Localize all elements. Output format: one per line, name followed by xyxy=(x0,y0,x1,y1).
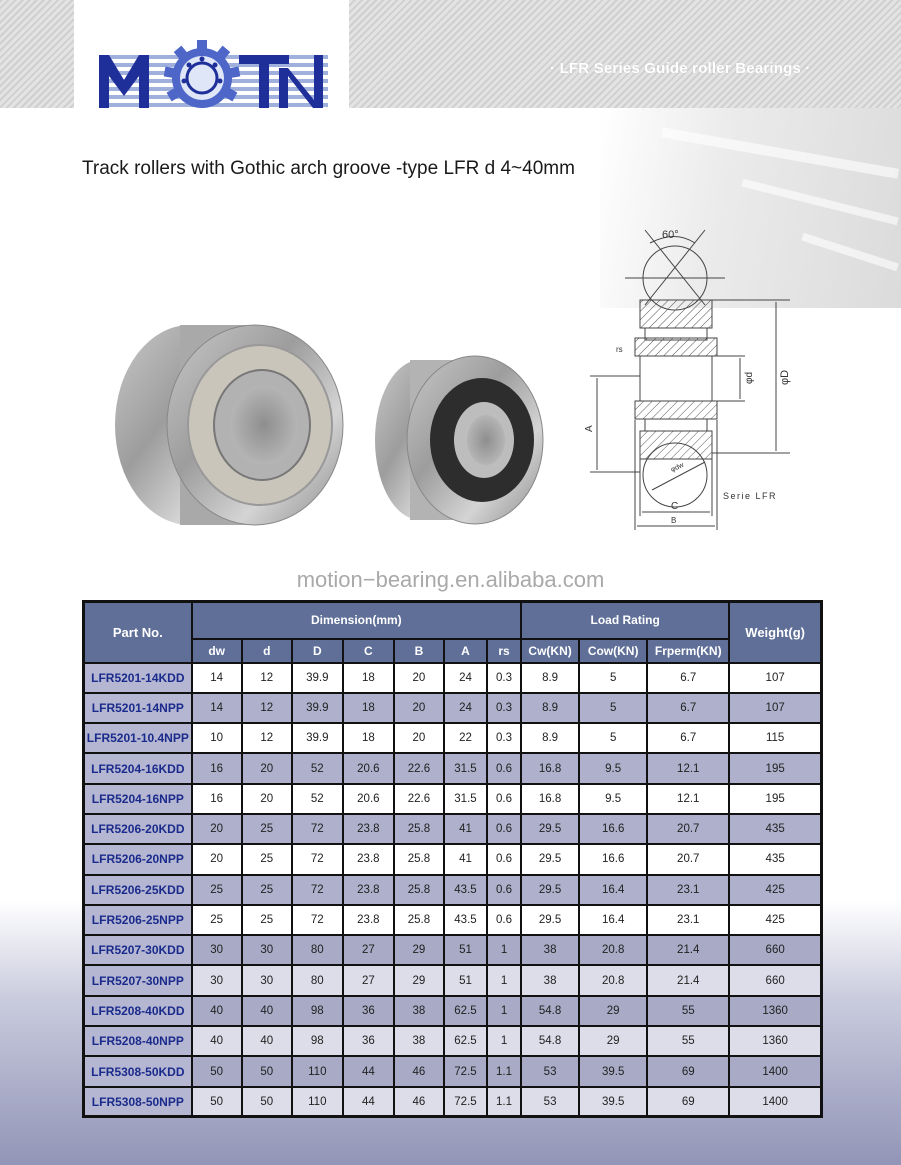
value-cell: 39.5 xyxy=(579,1056,647,1086)
value-cell: 21.4 xyxy=(647,935,729,965)
value-cell: 31.5 xyxy=(444,753,487,783)
subheader-cell: dw xyxy=(192,639,242,663)
part-number-cell: LFR5201-14NPP xyxy=(84,693,192,723)
value-cell: 54.8 xyxy=(521,1026,579,1056)
weight-cell: 1360 xyxy=(729,1026,821,1056)
value-cell: 25.8 xyxy=(394,905,444,935)
value-cell: 62.5 xyxy=(444,996,487,1026)
bearing-cross-section-diagram xyxy=(580,210,810,540)
value-cell: 39.9 xyxy=(292,693,343,723)
value-cell: 16 xyxy=(192,753,242,783)
value-cell: 40 xyxy=(192,996,242,1026)
value-cell: 12 xyxy=(242,663,292,693)
value-cell: 23.8 xyxy=(343,875,394,905)
value-cell: 14 xyxy=(192,693,242,723)
value-cell: 39.5 xyxy=(579,1087,647,1117)
value-cell: 46 xyxy=(394,1056,444,1086)
table-row xyxy=(84,1087,822,1117)
table-row xyxy=(84,935,822,965)
value-cell: 23.8 xyxy=(343,905,394,935)
d-label: φd xyxy=(744,371,755,384)
table-row xyxy=(84,723,822,753)
value-cell: 80 xyxy=(292,965,343,995)
value-cell: 1 xyxy=(487,1026,521,1056)
weight-cell: 660 xyxy=(729,935,821,965)
A-label: A xyxy=(584,425,595,432)
value-cell: 30 xyxy=(192,935,242,965)
value-cell: 0.6 xyxy=(487,844,521,874)
value-cell: 110 xyxy=(292,1087,343,1117)
value-cell: 20 xyxy=(192,814,242,844)
table-row xyxy=(84,753,822,783)
value-cell: 30 xyxy=(242,965,292,995)
part-number-cell: LFR5207-30KDD xyxy=(84,935,192,965)
part-number-cell: LFR5207-30NPP xyxy=(84,965,192,995)
value-cell: 72 xyxy=(292,905,343,935)
value-cell: 30 xyxy=(242,935,292,965)
value-cell: 5 xyxy=(579,663,647,693)
weight-cell: 107 xyxy=(729,693,821,723)
value-cell: 20.7 xyxy=(647,814,729,844)
value-cell: 23.1 xyxy=(647,905,729,935)
value-cell: 29.5 xyxy=(521,844,579,874)
value-cell: 44 xyxy=(343,1087,394,1117)
value-cell: 20 xyxy=(394,663,444,693)
weight-cell: 425 xyxy=(729,875,821,905)
table-row xyxy=(84,663,822,693)
value-cell: 12.1 xyxy=(647,753,729,783)
weight-cell: 1400 xyxy=(729,1087,821,1117)
value-cell: 27 xyxy=(343,965,394,995)
value-cell: 36 xyxy=(343,1026,394,1056)
subheader-cell: Cow(KN) xyxy=(579,639,647,663)
value-cell: 69 xyxy=(647,1056,729,1086)
header-weight: Weight(g) xyxy=(729,602,821,663)
value-cell: 62.5 xyxy=(444,1026,487,1056)
part-number-cell: LFR5204-16KDD xyxy=(84,753,192,783)
value-cell: 1.1 xyxy=(487,1087,521,1117)
value-cell: 16.8 xyxy=(521,753,579,783)
value-cell: 29.5 xyxy=(521,875,579,905)
value-cell: 9.5 xyxy=(579,784,647,814)
weight-cell: 195 xyxy=(729,753,821,783)
table-row xyxy=(84,965,822,995)
value-cell: 43.5 xyxy=(444,905,487,935)
table-row xyxy=(84,784,822,814)
subheader-cell: D xyxy=(292,639,343,663)
rs-label: rs xyxy=(616,345,623,354)
C-label: C xyxy=(671,501,679,512)
value-cell: 25 xyxy=(192,905,242,935)
value-cell: 20 xyxy=(192,844,242,874)
value-cell: 41 xyxy=(444,844,487,874)
table-row xyxy=(84,875,822,905)
value-cell: 22.6 xyxy=(394,753,444,783)
part-number-cell: LFR5201-10.4NPP xyxy=(84,723,192,753)
subheader-cell: A xyxy=(444,639,487,663)
table-row xyxy=(84,905,822,935)
value-cell: 55 xyxy=(647,996,729,1026)
value-cell: 72.5 xyxy=(444,1087,487,1117)
value-cell: 29.5 xyxy=(521,905,579,935)
value-cell: 31.5 xyxy=(444,784,487,814)
bearing-product-photo xyxy=(100,300,560,530)
value-cell: 23.1 xyxy=(647,875,729,905)
value-cell: 20.8 xyxy=(579,965,647,995)
value-cell: 21.4 xyxy=(647,965,729,995)
value-cell: 5 xyxy=(579,723,647,753)
value-cell: 8.9 xyxy=(521,723,579,753)
weight-cell: 1360 xyxy=(729,996,821,1026)
value-cell: 12 xyxy=(242,693,292,723)
series-label: Serie LFR xyxy=(723,491,778,501)
value-cell: 53 xyxy=(521,1056,579,1086)
value-cell: 39.9 xyxy=(292,663,343,693)
value-cell: 23.8 xyxy=(343,814,394,844)
value-cell: 27 xyxy=(343,935,394,965)
value-cell: 50 xyxy=(192,1087,242,1117)
value-cell: 53 xyxy=(521,1087,579,1117)
value-cell: 16.6 xyxy=(579,844,647,874)
value-cell: 18 xyxy=(343,663,394,693)
value-cell: 55 xyxy=(647,1026,729,1056)
value-cell: 54.8 xyxy=(521,996,579,1026)
table-row xyxy=(84,814,822,844)
value-cell: 25.8 xyxy=(394,875,444,905)
motn-logo xyxy=(99,38,328,108)
value-cell: 12.1 xyxy=(647,784,729,814)
value-cell: 25 xyxy=(242,844,292,874)
value-cell: 6.7 xyxy=(647,693,729,723)
value-cell: 98 xyxy=(292,1026,343,1056)
value-cell: 6.7 xyxy=(647,723,729,753)
value-cell: 50 xyxy=(242,1087,292,1117)
value-cell: 20 xyxy=(394,723,444,753)
value-cell: 24 xyxy=(444,693,487,723)
subheader-cell: C xyxy=(343,639,394,663)
value-cell: 43.5 xyxy=(444,875,487,905)
value-cell: 38 xyxy=(521,965,579,995)
value-cell: 29 xyxy=(394,965,444,995)
value-cell: 41 xyxy=(444,814,487,844)
subheader-cell: d xyxy=(242,639,292,663)
value-cell: 0.6 xyxy=(487,814,521,844)
part-number-cell: LFR5208-40NPP xyxy=(84,1026,192,1056)
value-cell: 20.7 xyxy=(647,844,729,874)
value-cell: 52 xyxy=(292,784,343,814)
weight-cell: 660 xyxy=(729,965,821,995)
series-title: · LFR Series Guide roller Bearings · xyxy=(550,60,811,77)
value-cell: 20.8 xyxy=(579,935,647,965)
value-cell: 72.5 xyxy=(444,1056,487,1086)
value-cell: 38 xyxy=(394,1026,444,1056)
part-number-cell: LFR5206-25NPP xyxy=(84,905,192,935)
value-cell: 25 xyxy=(242,814,292,844)
value-cell: 20 xyxy=(242,753,292,783)
value-cell: 16.4 xyxy=(579,875,647,905)
table-row xyxy=(84,1026,822,1056)
value-cell: 29 xyxy=(579,996,647,1026)
value-cell: 18 xyxy=(343,723,394,753)
table-row xyxy=(84,996,822,1026)
table-row xyxy=(84,1056,822,1086)
part-number-cell: LFR5206-20KDD xyxy=(84,814,192,844)
value-cell: 25.8 xyxy=(394,844,444,874)
value-cell: 10 xyxy=(192,723,242,753)
subheader-cell: rs xyxy=(487,639,521,663)
weight-cell: 435 xyxy=(729,814,821,844)
value-cell: 25 xyxy=(242,905,292,935)
weight-cell: 435 xyxy=(729,844,821,874)
value-cell: 40 xyxy=(242,1026,292,1056)
value-cell: 40 xyxy=(192,1026,242,1056)
weight-cell: 195 xyxy=(729,784,821,814)
value-cell: 25.8 xyxy=(394,814,444,844)
value-cell: 36 xyxy=(343,996,394,1026)
subheader-cell: Frperm(KN) xyxy=(647,639,729,663)
value-cell: 29 xyxy=(394,935,444,965)
value-cell: 9.5 xyxy=(579,753,647,783)
part-number-cell: LFR5206-20NPP xyxy=(84,844,192,874)
specification-table xyxy=(82,600,823,1118)
value-cell: 1.1 xyxy=(487,1056,521,1086)
value-cell: 24 xyxy=(444,663,487,693)
page-title: Track rollers with Gothic arch groove -type LFR d 4~40mm xyxy=(82,158,575,179)
value-cell: 39.9 xyxy=(292,723,343,753)
value-cell: 29.5 xyxy=(521,814,579,844)
value-cell: 44 xyxy=(343,1056,394,1086)
value-cell: 0.6 xyxy=(487,753,521,783)
value-cell: 22 xyxy=(444,723,487,753)
value-cell: 46 xyxy=(394,1087,444,1117)
value-cell: 50 xyxy=(242,1056,292,1086)
value-cell: 1 xyxy=(487,996,521,1026)
header-part-no: Part No. xyxy=(84,602,192,663)
subheader-cell: Cw(KN) xyxy=(521,639,579,663)
part-number-cell: LFR5201-14KDD xyxy=(84,663,192,693)
value-cell: 16.4 xyxy=(579,905,647,935)
value-cell: 72 xyxy=(292,875,343,905)
value-cell: 25 xyxy=(242,875,292,905)
value-cell: 38 xyxy=(521,935,579,965)
value-cell: 51 xyxy=(444,965,487,995)
value-cell: 16.8 xyxy=(521,784,579,814)
D-label: φD xyxy=(779,369,791,385)
value-cell: 5 xyxy=(579,693,647,723)
angle-label: 60° xyxy=(662,229,679,241)
value-cell: 8.9 xyxy=(521,693,579,723)
part-number-cell: LFR5308-50KDD xyxy=(84,1056,192,1086)
part-number-cell: LFR5308-50NPP xyxy=(84,1087,192,1117)
part-number-cell: LFR5208-40KDD xyxy=(84,996,192,1026)
table-row xyxy=(84,844,822,874)
header-dimension: Dimension(mm) xyxy=(192,602,521,639)
weight-cell: 115 xyxy=(729,723,821,753)
value-cell: 52 xyxy=(292,753,343,783)
value-cell: 20 xyxy=(394,693,444,723)
value-cell: 30 xyxy=(192,965,242,995)
value-cell: 16 xyxy=(192,784,242,814)
value-cell: 0.3 xyxy=(487,663,521,693)
part-number-cell: LFR5206-25KDD xyxy=(84,875,192,905)
watermark: motion−bearing.en.alibaba.com xyxy=(296,567,605,592)
value-cell: 0.6 xyxy=(487,784,521,814)
value-cell: 72 xyxy=(292,814,343,844)
header-load-rating: Load Rating xyxy=(521,602,729,639)
value-cell: 38 xyxy=(394,996,444,1026)
subheader-cell: B xyxy=(394,639,444,663)
value-cell: 80 xyxy=(292,935,343,965)
value-cell: 23.8 xyxy=(343,844,394,874)
value-cell: 8.9 xyxy=(521,663,579,693)
value-cell: 0.3 xyxy=(487,723,521,753)
value-cell: 29 xyxy=(579,1026,647,1056)
value-cell: 40 xyxy=(242,996,292,1026)
value-cell: 20.6 xyxy=(343,784,394,814)
table-row xyxy=(84,693,822,723)
weight-cell: 425 xyxy=(729,905,821,935)
weight-cell: 1400 xyxy=(729,1056,821,1086)
value-cell: 50 xyxy=(192,1056,242,1086)
value-cell: 14 xyxy=(192,663,242,693)
value-cell: 16.6 xyxy=(579,814,647,844)
value-cell: 6.7 xyxy=(647,663,729,693)
value-cell: 0.6 xyxy=(487,875,521,905)
value-cell: 22.6 xyxy=(394,784,444,814)
B-label: B xyxy=(671,516,677,525)
value-cell: 20 xyxy=(242,784,292,814)
value-cell: 20.6 xyxy=(343,753,394,783)
dw-label: φdw xyxy=(669,461,686,474)
value-cell: 110 xyxy=(292,1056,343,1086)
value-cell: 98 xyxy=(292,996,343,1026)
value-cell: 18 xyxy=(343,693,394,723)
value-cell: 1 xyxy=(487,935,521,965)
value-cell: 0.3 xyxy=(487,693,521,723)
value-cell: 51 xyxy=(444,935,487,965)
part-number-cell: LFR5204-16NPP xyxy=(84,784,192,814)
value-cell: 69 xyxy=(647,1087,729,1117)
weight-cell: 107 xyxy=(729,663,821,693)
value-cell: 72 xyxy=(292,844,343,874)
value-cell: 12 xyxy=(242,723,292,753)
value-cell: 25 xyxy=(192,875,242,905)
value-cell: 1 xyxy=(487,965,521,995)
value-cell: 0.6 xyxy=(487,905,521,935)
